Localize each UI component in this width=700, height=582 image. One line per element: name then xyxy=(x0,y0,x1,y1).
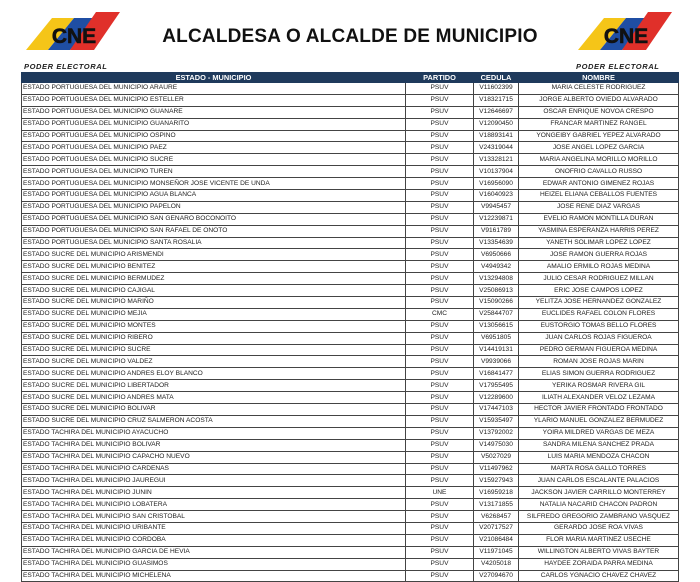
estado-municipio-cell: ESTADO TACHIRA DEL MUNICIPIO JAUREGUI xyxy=(22,475,406,487)
partido-cell: PSUV xyxy=(406,273,474,285)
nombre-cell: WILLINGTON ALBERTO VIVAS BAYTER xyxy=(519,546,679,558)
nombre-cell: CARLOS YGNACIO CHAVEZ CHAVEZ xyxy=(519,570,679,582)
table-row xyxy=(22,511,679,523)
partido-cell: PSUV xyxy=(406,356,474,368)
nombre-cell: FLOR MARIA MARTINEZ USECHE xyxy=(519,534,679,546)
partido-cell: PSUV xyxy=(406,225,474,237)
partido-cell: PSUV xyxy=(406,475,474,487)
estado-municipio-cell: ESTADO PORTUGUESA DEL MUNICIPIO TUREN xyxy=(22,166,406,178)
cedula-cell: V18893141 xyxy=(474,130,519,142)
partido-cell: PSUV xyxy=(406,178,474,190)
cedula-cell: V9945457 xyxy=(474,201,519,213)
nombre-cell: JOSE ANGEL LOPEZ GARCIA xyxy=(519,142,679,154)
nombre-cell: LUIS MARIA MENDOZA CHACON xyxy=(519,451,679,463)
table-row xyxy=(22,392,679,404)
partido-cell: PSUV xyxy=(406,392,474,404)
partido-cell: PSUV xyxy=(406,368,474,380)
cedula-cell: V5027029 xyxy=(474,451,519,463)
partido-cell: PSUV xyxy=(406,83,474,95)
table-row xyxy=(22,225,679,237)
estado-municipio-cell: ESTADO TACHIRA DEL MUNICIPIO URIBANTE xyxy=(22,522,406,534)
column-header-partido: PARTIDO xyxy=(406,73,474,83)
table-row xyxy=(22,213,679,225)
cedula-cell: V11497962 xyxy=(474,463,519,475)
table-row xyxy=(22,368,679,380)
table-row xyxy=(22,106,679,118)
cedula-cell: V12239871 xyxy=(474,213,519,225)
cedula-cell: V13056615 xyxy=(474,320,519,332)
estado-municipio-cell: ESTADO TACHIRA DEL MUNICIPIO AYACUCHO xyxy=(22,427,406,439)
table-row xyxy=(22,118,679,130)
estado-municipio-cell: ESTADO PORTUGUESA DEL MUNICIPIO SAN RAFAEL DE ONOTO xyxy=(22,225,406,237)
cedula-cell: V16956090 xyxy=(474,178,519,190)
nombre-cell: JULIO CESAR RODRIGUEZ MILLAN xyxy=(519,273,679,285)
estado-municipio-cell: ESTADO TACHIRA DEL MUNICIPIO GUASIMOS xyxy=(22,558,406,570)
nombre-cell: SILFREDO GREGORIO ZAMBRANO VASQUEZ xyxy=(519,511,679,523)
partido-cell: PSUV xyxy=(406,427,474,439)
cedula-cell: V16040923 xyxy=(474,190,519,202)
estado-municipio-cell: ESTADO SUCRE DEL MUNICIPIO SUCRE xyxy=(22,344,406,356)
cne-logo-icon xyxy=(22,6,126,62)
cedula-cell: V13328121 xyxy=(474,154,519,166)
cedula-cell: V6268457 xyxy=(474,511,519,523)
nombre-cell: YERIKA ROSMAR RIVERA GIL xyxy=(519,380,679,392)
estado-municipio-cell: ESTADO SUCRE DEL MUNICIPIO ARISMENDI xyxy=(22,249,406,261)
cedula-cell: V12646697 xyxy=(474,106,519,118)
estado-municipio-cell: ESTADO TACHIRA DEL MUNICIPIO SAN CRISTOBAL xyxy=(22,511,406,523)
nombre-cell: EVELIO RAMON MONTILLA DURAN xyxy=(519,213,679,225)
nombre-cell: SANDRA MILENA SANCHEZ PRADA xyxy=(519,439,679,451)
table-row xyxy=(22,463,679,475)
estado-municipio-cell: ESTADO PORTUGUESA DEL MUNICIPIO OSPINO xyxy=(22,130,406,142)
estado-municipio-cell: ESTADO SUCRE DEL MUNICIPIO CRUZ SALMERON ACOSTA xyxy=(22,415,406,427)
nombre-cell: ROMAN JOSE ROJAS MARIN xyxy=(519,356,679,368)
estado-municipio-cell: ESTADO TACHIRA DEL MUNICIPIO BOLIVAR xyxy=(22,439,406,451)
table-row xyxy=(22,285,679,297)
estado-municipio-cell: ESTADO PORTUGUESA DEL MUNICIPIO SAN GENARO BOCONOITO xyxy=(22,213,406,225)
nombre-cell: MARIA ANGELINA MORILLO MORILLO xyxy=(519,154,679,166)
estado-municipio-cell: ESTADO SUCRE DEL MUNICIPIO ANDRES ELOY BLANCO xyxy=(22,368,406,380)
partido-cell: PSUV xyxy=(406,166,474,178)
cedula-cell: V15927943 xyxy=(474,475,519,487)
table-row xyxy=(22,570,679,582)
cedula-cell: V24319044 xyxy=(474,142,519,154)
estado-municipio-cell: ESTADO TACHIRA DEL MUNICIPIO JUNIN xyxy=(22,487,406,499)
cedula-cell: V13792002 xyxy=(474,427,519,439)
nombre-cell: ONOFRIO CAVALLO RUSSO xyxy=(519,166,679,178)
cedula-cell: V15090266 xyxy=(474,297,519,309)
cedula-cell: V21086484 xyxy=(474,534,519,546)
estado-municipio-cell: ESTADO TACHIRA DEL MUNICIPIO LOBATERA xyxy=(22,499,406,511)
partido-cell: PSUV xyxy=(406,404,474,416)
partido-cell: PSUV xyxy=(406,285,474,297)
cedula-cell: V13171855 xyxy=(474,499,519,511)
table-row xyxy=(22,451,679,463)
nombre-cell: HECTOR JAVIER FRONTADO FRONTADO xyxy=(519,404,679,416)
nombre-cell: EDWAR ANTONIO GIMENEZ ROJAS xyxy=(519,178,679,190)
table-row xyxy=(22,427,679,439)
table-row xyxy=(22,475,679,487)
table-header-row xyxy=(22,73,679,83)
table-row xyxy=(22,415,679,427)
table-row xyxy=(22,178,679,190)
partido-cell: PSUV xyxy=(406,439,474,451)
estado-municipio-cell: ESTADO SUCRE DEL MUNICIPIO MEJIA xyxy=(22,308,406,320)
cedula-cell: V25086913 xyxy=(474,285,519,297)
table-row xyxy=(22,534,679,546)
table-row xyxy=(22,404,679,416)
column-header-cedula: CEDULA xyxy=(474,73,519,83)
table-row xyxy=(22,249,679,261)
partido-cell: PSUV xyxy=(406,558,474,570)
cedula-cell: V13294808 xyxy=(474,273,519,285)
cedula-cell: V17447103 xyxy=(474,404,519,416)
column-header-nombre: NOMBRE xyxy=(519,73,679,83)
cedula-cell: V6951805 xyxy=(474,332,519,344)
estado-municipio-cell: ESTADO SUCRE DEL MUNICIPIO MONTES xyxy=(22,320,406,332)
partido-cell: PSUV xyxy=(406,201,474,213)
estado-municipio-cell: ESTADO PORTUGUESA DEL MUNICIPIO ARAURE xyxy=(22,83,406,95)
table-row xyxy=(22,130,679,142)
table-row xyxy=(22,308,679,320)
estado-municipio-cell: ESTADO PORTUGUESA DEL MUNICIPIO AGUA BLANCA xyxy=(22,190,406,202)
nombre-cell: JORGE ALBERTO OVIEDO ALVARADO xyxy=(519,94,679,106)
table-row xyxy=(22,546,679,558)
table-row xyxy=(22,201,679,213)
cedula-cell: V25844707 xyxy=(474,308,519,320)
cedula-cell: V20717527 xyxy=(474,522,519,534)
nombre-cell: HAYDEE ZORAIDA PARRA MEDINA xyxy=(519,558,679,570)
table-row xyxy=(22,273,679,285)
estado-municipio-cell: ESTADO SUCRE DEL MUNICIPIO BOLIVAR xyxy=(22,404,406,416)
nombre-cell: PEDRO GERMAN FIGUEROA MEDINA xyxy=(519,344,679,356)
estado-municipio-cell: ESTADO TACHIRA DEL MUNICIPIO MICHELENA xyxy=(22,570,406,582)
estado-municipio-cell: ESTADO PORTUGUESA DEL MUNICIPIO MONSEÑOR JOSE VICENTE DE UNDA xyxy=(22,178,406,190)
nombre-cell: EUCLIDES RAFAEL COLON FLORES xyxy=(519,308,679,320)
table-row xyxy=(22,83,679,95)
cedula-cell: V14975030 xyxy=(474,439,519,451)
cne-logo-right xyxy=(574,6,678,74)
estado-municipio-cell: ESTADO PORTUGUESA DEL MUNICIPIO PAEZ xyxy=(22,142,406,154)
table-row xyxy=(22,356,679,368)
svg-text:CNE: CNE xyxy=(603,25,649,48)
partido-cell: PSUV xyxy=(406,249,474,261)
partido-cell: PSUV xyxy=(406,511,474,523)
cedula-cell: V11971045 xyxy=(474,546,519,558)
cedula-cell: V9161789 xyxy=(474,225,519,237)
cne-logo-left xyxy=(22,6,126,74)
cedula-cell: V11602399 xyxy=(474,83,519,95)
partido-cell: PSUV xyxy=(406,546,474,558)
estado-municipio-cell: ESTADO TACHIRA DEL MUNICIPIO CARDENAS xyxy=(22,463,406,475)
partido-cell: UNE xyxy=(406,487,474,499)
nombre-cell: HEIZEL ELIANA CEBALLOS FUENTES xyxy=(519,190,679,202)
cedula-cell: V18321715 xyxy=(474,94,519,106)
partido-cell: CMC xyxy=(406,308,474,320)
estado-municipio-cell: ESTADO SUCRE DEL MUNICIPIO MARIÑO xyxy=(22,297,406,309)
nombre-cell: NATALIA NACARID CHACON PADRON xyxy=(519,499,679,511)
estado-municipio-cell: ESTADO PORTUGUESA DEL MUNICIPIO GUANARITO xyxy=(22,118,406,130)
table-row xyxy=(22,320,679,332)
table-row xyxy=(22,499,679,511)
nombre-cell: ILIATH ALEXANDER VELOZ LEZAMA xyxy=(519,392,679,404)
nombre-cell: MARIA CELESTE RODRIGUEZ xyxy=(519,83,679,95)
svg-text:CNE: CNE xyxy=(51,25,97,48)
cne-logo-icon xyxy=(574,6,678,62)
estado-municipio-cell: ESTADO TACHIRA DEL MUNICIPIO CAPACHO NUEVO xyxy=(22,451,406,463)
partido-cell: PSUV xyxy=(406,130,474,142)
cedula-cell: V17955495 xyxy=(474,380,519,392)
partido-cell: PSUV xyxy=(406,380,474,392)
table-row xyxy=(22,487,679,499)
nombre-cell: YLARIO MANUEL GONZALEZ BERMUDEZ xyxy=(519,415,679,427)
nombre-cell: YELITZA JOSE HERNANDEZ GONZALEZ xyxy=(519,297,679,309)
partido-cell: PSUV xyxy=(406,142,474,154)
table-row xyxy=(22,332,679,344)
cedula-cell: V14419131 xyxy=(474,344,519,356)
estado-municipio-cell: ESTADO PORTUGUESA DEL MUNICIPIO SANTA ROSALIA xyxy=(22,237,406,249)
estado-municipio-cell: ESTADO TACHIRA DEL MUNICIPIO CORDOBA xyxy=(22,534,406,546)
partido-cell: PSUV xyxy=(406,261,474,273)
table-row xyxy=(22,190,679,202)
partido-cell: PSUV xyxy=(406,297,474,309)
table-row xyxy=(22,380,679,392)
table-row xyxy=(22,344,679,356)
table-row xyxy=(22,439,679,451)
estado-municipio-cell: ESTADO PORTUGUESA DEL MUNICIPIO PAPELON xyxy=(22,201,406,213)
estado-municipio-cell: ESTADO SUCRE DEL MUNICIPIO BERMUDEZ xyxy=(22,273,406,285)
cedula-cell: V6950666 xyxy=(474,249,519,261)
cedula-cell: V16959218 xyxy=(474,487,519,499)
partido-cell: PSUV xyxy=(406,344,474,356)
estado-municipio-cell: ESTADO TACHIRA DEL MUNICIPIO GARCIA DE HEVIA xyxy=(22,546,406,558)
nombre-cell: YONGEIBY GABRIEL YEPEZ ALVARADO xyxy=(519,130,679,142)
partido-cell: PSUV xyxy=(406,190,474,202)
partido-cell: PSUV xyxy=(406,522,474,534)
partido-cell: PSUV xyxy=(406,415,474,427)
cedula-cell: V16841477 xyxy=(474,368,519,380)
table-row xyxy=(22,297,679,309)
estado-municipio-cell: ESTADO SUCRE DEL MUNICIPIO CAJIGAL xyxy=(22,285,406,297)
partido-cell: PSUV xyxy=(406,451,474,463)
partido-cell: PSUV xyxy=(406,237,474,249)
partido-cell: PSUV xyxy=(406,570,474,582)
estado-municipio-cell: ESTADO SUCRE DEL MUNICIPIO ANDRES MATA xyxy=(22,392,406,404)
estado-municipio-cell: ESTADO PORTUGUESA DEL MUNICIPIO ESTELLER xyxy=(22,94,406,106)
nombre-cell: YANETH SOLIMAR LOPEZ LOPEZ xyxy=(519,237,679,249)
estado-municipio-cell: ESTADO SUCRE DEL MUNICIPIO VALDEZ xyxy=(22,356,406,368)
partido-cell: PSUV xyxy=(406,154,474,166)
nombre-cell: FRANCAR MARTINEZ RANGEL xyxy=(519,118,679,130)
nombre-cell: ERIC JOSE CAMPOS LOPEZ xyxy=(519,285,679,297)
partido-cell: PSUV xyxy=(406,106,474,118)
nombre-cell: MARTA ROSA GALLO TORRES xyxy=(519,463,679,475)
table-row xyxy=(22,154,679,166)
estado-municipio-cell: ESTADO PORTUGUESA DEL MUNICIPIO GUANARE xyxy=(22,106,406,118)
estado-municipio-cell: ESTADO PORTUGUESA DEL MUNICIPIO SUCRE xyxy=(22,154,406,166)
cedula-cell: V12090450 xyxy=(474,118,519,130)
partido-cell: PSUV xyxy=(406,94,474,106)
nombre-cell: JUAN CARLOS ROJAS FIGUEROA xyxy=(519,332,679,344)
estado-municipio-cell: ESTADO SUCRE DEL MUNICIPIO BENITEZ xyxy=(22,261,406,273)
partido-cell: PSUV xyxy=(406,213,474,225)
nombre-cell: YASMINA ESPERANZA HARRIS PEREZ xyxy=(519,225,679,237)
partido-cell: PSUV xyxy=(406,463,474,475)
partido-cell: PSUV xyxy=(406,118,474,130)
partido-cell: PSUV xyxy=(406,534,474,546)
column-header-estado-municipio: ESTADO - MUNICIPIO xyxy=(22,73,406,83)
candidates-table xyxy=(21,72,679,582)
nombre-cell: ELIAS SIMON GUERRA RODRIGUEZ xyxy=(519,368,679,380)
nombre-cell: YOIRA MILDRED VARGAS DE MEZA xyxy=(519,427,679,439)
table-row xyxy=(22,522,679,534)
cedula-cell: V4205018 xyxy=(474,558,519,570)
partido-cell: PSUV xyxy=(406,320,474,332)
cedula-cell: V27094670 xyxy=(474,570,519,582)
table-row xyxy=(22,142,679,154)
table-row xyxy=(22,261,679,273)
table-row xyxy=(22,94,679,106)
nombre-cell: JOSE RENE DIAZ VARGAS xyxy=(519,201,679,213)
cedula-cell: V15935497 xyxy=(474,415,519,427)
nombre-cell: AMALIO ERMILO ROJAS MEDINA xyxy=(519,261,679,273)
nombre-cell: EUSTORGIO TOMAS BELLO FLORES xyxy=(519,320,679,332)
logo-caption: PODER ELECTORAL xyxy=(576,62,660,71)
partido-cell: PSUV xyxy=(406,332,474,344)
nombre-cell: GERARDO JOSE ROA VIVAS xyxy=(519,522,679,534)
estado-municipio-cell: ESTADO SUCRE DEL MUNICIPIO RIBERO xyxy=(22,332,406,344)
nombre-cell: JOSE RAMON GUERRA ROJAS xyxy=(519,249,679,261)
partido-cell: PSUV xyxy=(406,499,474,511)
cedula-cell: V12289600 xyxy=(474,392,519,404)
table-row xyxy=(22,166,679,178)
nombre-cell: JUAN CARLOS ESCALANTE PALACIOS xyxy=(519,475,679,487)
nombre-cell: JACKSON JAVIER CARRILLO MONTERREY xyxy=(519,487,679,499)
nombre-cell: OSCAR ENRIQUE NOVOA CRESPO xyxy=(519,106,679,118)
page-title: ALCALDESA O ALCALDE DE MUNICIPIO xyxy=(162,26,538,47)
cedula-cell: V4949342 xyxy=(474,261,519,273)
table-row xyxy=(22,237,679,249)
cedula-cell: V10137904 xyxy=(474,166,519,178)
logo-caption: PODER ELECTORAL xyxy=(24,62,108,71)
table-row xyxy=(22,558,679,570)
cedula-cell: V13354639 xyxy=(474,237,519,249)
cedula-cell: V9939066 xyxy=(474,356,519,368)
estado-municipio-cell: ESTADO SUCRE DEL MUNICIPIO LIBERTADOR xyxy=(22,380,406,392)
